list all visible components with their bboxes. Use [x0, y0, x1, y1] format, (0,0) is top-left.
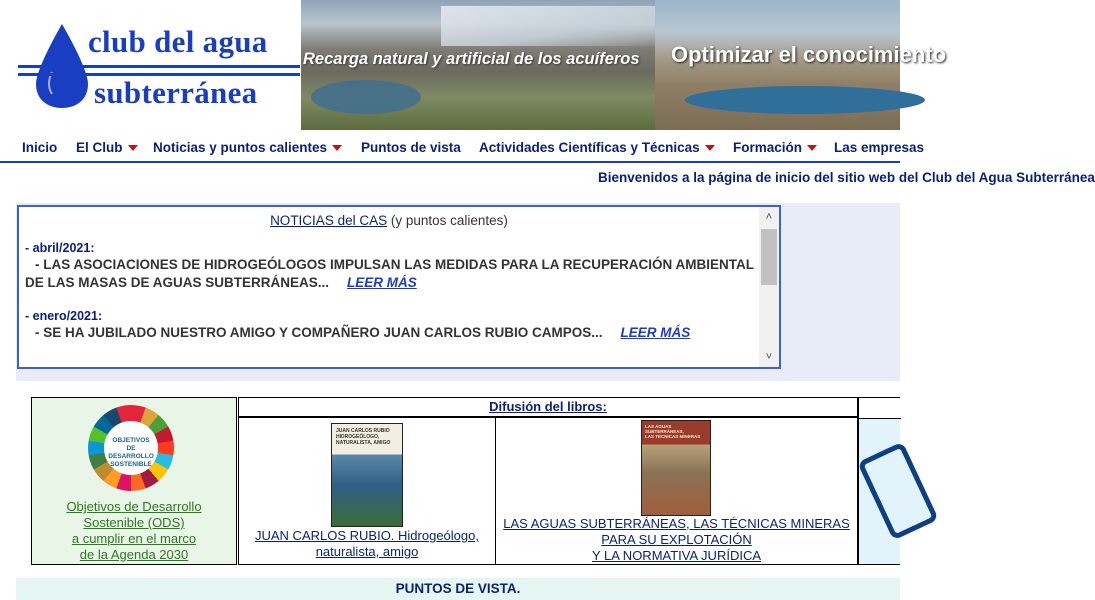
ods-cell: [31, 397, 237, 565]
scroll-thumb[interactable]: [761, 229, 777, 285]
banner-caption-knowledge: Optimizar el conocimiento: [671, 42, 947, 67]
ods-link[interactable]: [32, 499, 236, 563]
book2-cover-line: LAS AGUAS SUBTERRÁNEAS,: [645, 424, 684, 434]
nav-item-actividades[interactable]: [479, 140, 715, 155]
main-nav: [0, 135, 925, 163]
book1-cover-text: [336, 428, 402, 446]
logo-rule-top: [18, 65, 300, 68]
news-text: - LAS ASOCIACIONES DE HIDROGEÓLOGOS IMPULSAN LAS MEDIDAS PARA LA RECUPERACIÓN AMBIENTAL DE LAS MASAS DE AGUAS SUBTERRÁNEAS...: [25, 257, 754, 290]
news-item: [25, 256, 755, 292]
book2-link-line: PARA SU EXPLOTACIÓN: [601, 532, 752, 547]
mobile-phone-icon[interactable]: [857, 441, 939, 540]
mobile-app-cell-header: [859, 398, 901, 419]
nav-item-puntos-de-vista[interactable]: [361, 140, 461, 155]
book1-cell: [238, 417, 496, 565]
nav-item-empresas[interactable]: [834, 140, 924, 155]
book2-link-line: LAS AGUAS SUBTERRÁNEAS, LAS TÉCNICAS MINERAS: [503, 516, 850, 531]
book1-link-line: JUAN CARLOS RUBIO. Hidrogeólogo,: [255, 528, 479, 543]
chevron-up-icon[interactable]: ˄: [765, 211, 773, 223]
puntos-de-vista-heading: PUNTOS DE VISTA.: [395, 581, 521, 596]
logo-text-line2: subterránea: [94, 75, 258, 110]
banner-reservoir-image: [655, 0, 947, 130]
mobile-app-cell: [858, 397, 900, 565]
book2-cell: [495, 417, 858, 565]
sdg-wheel-center: [104, 421, 158, 475]
news-date: - abril/2021:: [25, 241, 95, 255]
nav-item-inicio[interactable]: [22, 140, 57, 155]
welcome-message: Bienvenidos a la página de inicio del sitio web del Club del Agua Subterránea: [598, 170, 1095, 185]
caret-down-icon: [332, 145, 342, 151]
nav-label: Formación: [733, 140, 803, 155]
caret-down-icon: [807, 145, 817, 151]
news-title-sub: (y puntos calientes): [390, 213, 508, 228]
ods-link-line: Objetivos de Desarrollo: [66, 499, 202, 514]
site-header: [0, 0, 947, 130]
book2-cover-text: [645, 424, 710, 439]
book2-cover-line: LAS TÉCNICAS MINERAS: [645, 434, 701, 439]
banner-snow-peaks: [441, 6, 661, 46]
read-more-link[interactable]: LEER MÁS: [620, 325, 691, 340]
book1-cover-line: JUAN CARLOS RUBIO: [336, 428, 390, 434]
nav-label: El Club: [76, 140, 123, 155]
book1-link-line: naturalista, amigo: [315, 544, 419, 559]
nav-item-noticias[interactable]: [153, 140, 342, 155]
nav-label: Actividades Científicas y Técnicas: [479, 140, 700, 155]
sdg-wheel-icon[interactable]: [88, 405, 174, 491]
news-scrollbar[interactable]: [759, 207, 779, 367]
news-title: [19, 213, 759, 228]
banner-reservoir-water: [685, 86, 925, 114]
nav-label: Noticias y puntos calientes: [153, 140, 328, 155]
banner-recharge-image: [301, 0, 655, 130]
banner-lake: [311, 80, 421, 114]
wheel-text: OBJETIVOS: [112, 437, 150, 444]
difusion-heading-cell: [238, 397, 858, 417]
book1-link[interactable]: [239, 528, 495, 560]
logo-text-line1: club del agua: [88, 24, 268, 59]
news-date: - enero/2021:: [25, 309, 103, 323]
nav-item-formacion[interactable]: [733, 140, 817, 155]
chevron-down-icon[interactable]: ˅: [765, 351, 773, 363]
puntos-de-vista-bar: [16, 578, 900, 600]
caret-down-icon: [705, 145, 715, 151]
club-logo[interactable]: [12, 18, 300, 118]
ods-link-line: Sostenible (ODS): [83, 515, 185, 530]
news-title-link[interactable]: NOTICIAS del CAS: [270, 213, 388, 228]
nav-item-el-club[interactable]: [76, 140, 138, 155]
read-more-link[interactable]: LEER MÁS: [347, 275, 417, 290]
banner-caption-recharge: Recarga natural y artificial de los acuíferos: [303, 50, 640, 68]
wheel-text: DE DESARROLLO: [108, 445, 154, 460]
nav-label: Puntos de vista: [361, 140, 461, 155]
book1-cover-image[interactable]: [331, 423, 403, 527]
book2-cover-image[interactable]: [641, 420, 711, 516]
nav-label: Inicio: [22, 140, 58, 155]
news-scrollbox[interactable]: [17, 205, 781, 369]
news-text: - SE HA JUBILADO NUESTRO AMIGO Y COMPAÑERO JUAN CARLOS RUBIO CAMPOS...: [35, 325, 603, 340]
nav-label: Las empresas: [834, 140, 925, 155]
difusion-heading-link[interactable]: Difusión del libros:: [489, 399, 607, 414]
book2-link[interactable]: [496, 516, 857, 564]
book2-link-line: Y LA NORMATIVA JURÍDICA: [591, 548, 762, 563]
ods-link-line: de la Agenda 2030: [79, 547, 189, 562]
ods-link-line: a cumplir en el marco: [71, 531, 197, 546]
news-item: [25, 324, 755, 342]
book1-cover-line: HIDROGEÓLOGO, NATURALISTA, AMIGO: [336, 434, 391, 446]
caret-down-icon: [128, 145, 138, 151]
wheel-text: SOSTENIBLE: [110, 461, 152, 468]
